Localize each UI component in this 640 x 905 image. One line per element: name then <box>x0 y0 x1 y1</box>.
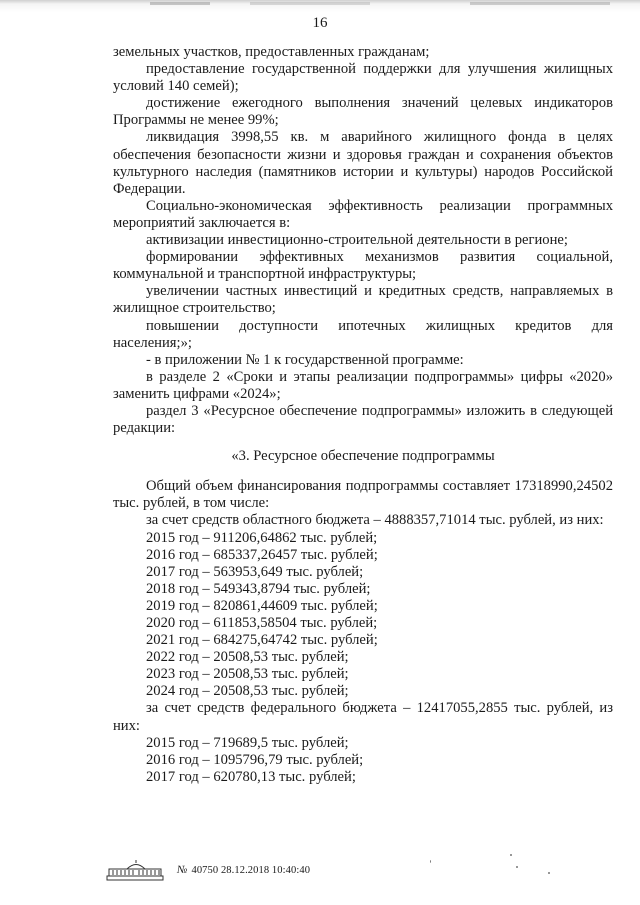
scan-speck <box>510 854 512 856</box>
paragraph: - в приложении № 1 к государственной программе: <box>146 351 464 368</box>
paragraph: ликвидация 3998,55 кв. м аварийного жилищного фонда в целях обеспечения безопасности жизни и здоровья граждан и сохранения объектов культурного наследия (памятников истории и культуры) народов Российской Федерации. <box>113 129 613 197</box>
paragraph: увеличении частных инвестиций и кредитных средств, направляемых в жилищное строительство; <box>113 283 613 317</box>
paragraph: за счет средств областного бюджета – 4888357,71014 тыс. рублей, из них: <box>146 512 604 529</box>
scan-artifact <box>150 2 210 5</box>
paragraph: достижение ежегодного выполнения значений целевых индикаторов Программы не менее 99%; <box>113 95 613 129</box>
scan-speck <box>548 872 550 874</box>
scan-artifact <box>470 2 610 5</box>
paragraph: предоставление государственной поддержки для улучшения жилищных условий 140 семей); <box>113 61 613 95</box>
paragraph: активизации инвестиционно-строительной деятельности в регионе; <box>146 232 568 249</box>
list-item: 2017 год – 563953,649 тыс. рублей; <box>146 563 364 580</box>
parliament-building-icon <box>105 859 167 881</box>
paragraph: Социально-экономическая эффективность реализации программных мероприятий заключается в: <box>113 197 613 231</box>
list-item: 2021 год – 684275,64742 тыс. рублей; <box>146 632 378 649</box>
paragraph: в разделе 2 «Сроки и этапы реализации подпрограммы» цифры «2020» заменить цифрами «2024»; <box>113 368 613 402</box>
paragraph: земельных участков, предоставленных гражданам; <box>113 44 430 60</box>
stamp-id-datetime: 40750 28.12.2018 10:40:40 <box>191 865 311 876</box>
scan-speck <box>430 860 431 863</box>
list-item: 2022 год – 20508,53 тыс. рублей; <box>146 649 349 666</box>
list-item: 2016 год – 1095796,79 тыс. рублей; <box>146 751 364 768</box>
registration-stamp <box>177 864 310 876</box>
paragraph: формировании эффективных механизмов развития социальной, коммунальной и транспортной инфраструктуры; <box>113 249 613 283</box>
list-item: 2016 год – 685337,26457 тыс. рублей; <box>146 546 378 563</box>
list-item: 2020 год – 611853,58504 тыс. рублей; <box>146 615 378 631</box>
list-item: 2019 год – 820861,44609 тыс. рублей; <box>146 597 378 614</box>
paragraph: повышении доступности ипотечных жилищных кредитов для населения;»; <box>113 317 613 351</box>
list-item: 2015 год – 719689,5 тыс. рублей; <box>146 734 349 751</box>
paragraph: Общий объем финансирования подпрограммы составляет 17318990,24502 тыс. рублей, в том числе: <box>113 478 613 512</box>
list-item: 2015 год – 911206,64862 тыс. рублей; <box>146 529 378 546</box>
paragraph: за счет средств федерального бюджета – 12417055,2855 тыс. рублей, из них: <box>113 700 613 734</box>
stamp-number-sign: № <box>177 864 188 876</box>
scan-speck <box>516 866 518 868</box>
paragraph: раздел 3 «Ресурсное обеспечение подпрограммы» изложить в следующей редакции: <box>113 402 613 437</box>
document-body <box>113 44 613 786</box>
scan-artifact <box>250 2 370 5</box>
list-item: 2018 год – 549343,8794 тыс. рублей; <box>146 580 371 597</box>
footer-stamp <box>105 859 310 881</box>
list-item: 2017 год – 620780,13 тыс. рублей; <box>146 768 356 785</box>
list-item: 2024 год – 20508,53 тыс. рублей; <box>146 683 349 700</box>
section-heading: «3. Ресурсное обеспечение подпрограммы <box>231 448 495 465</box>
page-number: 16 <box>312 15 328 31</box>
list-item: 2023 год – 20508,53 тыс. рублей; <box>146 666 349 683</box>
